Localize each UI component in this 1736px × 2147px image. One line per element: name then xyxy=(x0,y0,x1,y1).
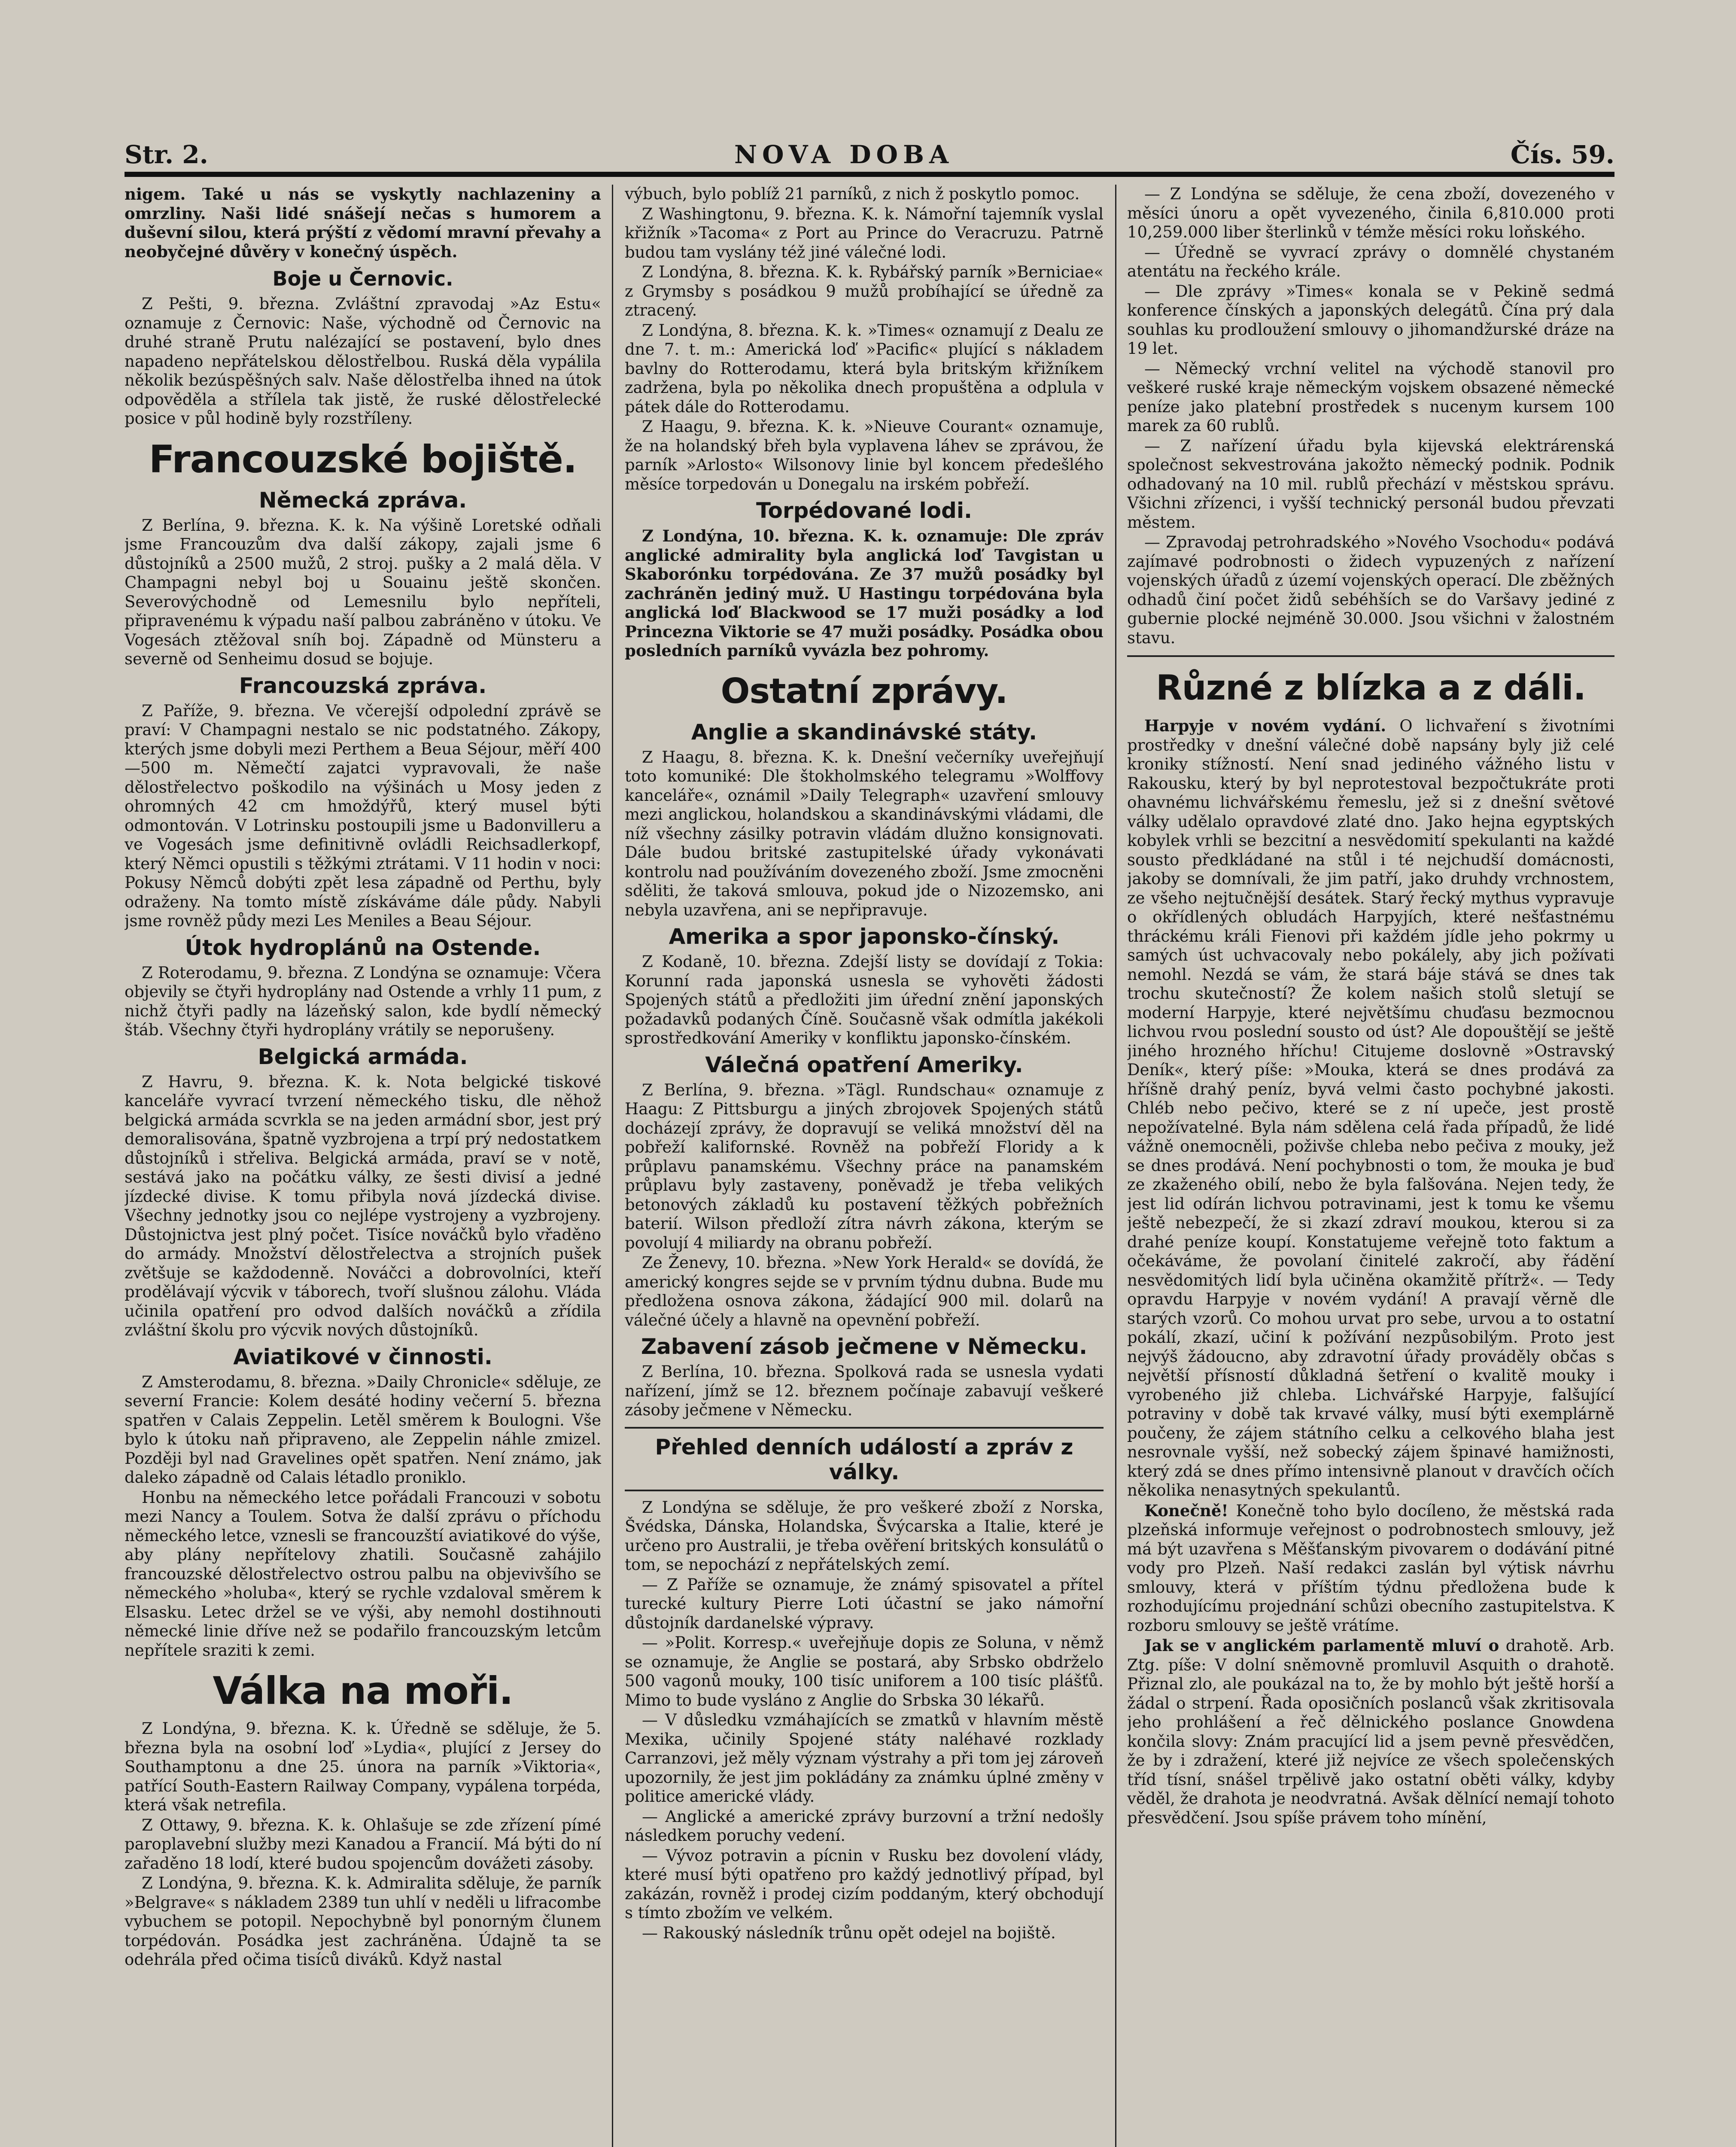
masthead: NOVA DOBA xyxy=(734,140,954,169)
section-heading: Amerika a spor japonsko-čínský. xyxy=(669,924,1060,949)
article-text: Z Paříže, 9. března. Ve včerejší odpolední zprávě se praví: V Champagni nestalo se nic podstatného. Zákopy, kterých jsme dobyli mezi Perthem a Beua Séjour, měří 400—500 m. Němečtí zajatci vypravovali, že naše dělostřelectvo poškodilo na výšinách u Mosy jeden z ohromných 42 cm hmoždýřů, který musel býti odmontován. V Lotrinsku postoupili jsme u Badonvilleru a ve Vogesách jsme definitivně ovládli Reichsadlerkopf, který Němci opustili s těžkými ztrátami. V 11 hodin v noci: Pokusy Němců dobýti zpět lesa západně od Perthu, byly odraženy. Na tomto místě získáváme dále půdy. Nabyli jsme rovněž půdy mezi Les Meniles a Beau Séjour. xyxy=(125,701,601,930)
article-text: Z Haagu, 9. března. K. k. »Nieuve Courant« oznamuje, že na holandský břeh byla vyplavena láhev se zprávou, že parník »Arlosto« Wilsonovy linie byl koncem předešlého měsíce torpedován u Donegalu na irském pobřeží. xyxy=(625,417,1104,493)
article-text: Z Pešti, 9. března. Zvláštní zpravodaj »Az Estu« oznamuje z Černovic: Naše, východně od Černovic na druhé straně Prutu nalézající se postavení, bylo dnes napadeno nepřátelskou dělostřelbou. Ruská děla vypálila několik bezúspěšných salv. Naše dělostřelba ihned na útok odpověděla a střílela tak jistě, že ruské dělostřelecké posice v půl hodině byly rozstříleny. xyxy=(125,295,601,428)
article-text: — Anglické a americké zprávy burzovní a tržní nedošly následkem poruchy vedení. xyxy=(625,1807,1104,1845)
article-text xyxy=(1127,1501,1614,1636)
main-heading: Francouzské bojiště. xyxy=(149,437,577,481)
main-heading: Různé z blízka a z dáli. xyxy=(1155,668,1586,708)
article-text: nigem. Také u nás se vyskytly nachlazeniny a omrzliny. Naši lidé snášejí nečas s humorem a duševní silou, která prýští z vědomí mravní převahy a neobyčejné důvěry v konečný úspěch. xyxy=(125,185,601,261)
article-text: Z Berlína, 9. března. K. k. Na výšině Loretské odňali jsme Francouzům dva další zákopy, zajali jsme 6 důstojníků a 2500 mužů, 2 stroj. pušky a 2 malá děla. V Champagni nebyl boj u Souainu ještě skončen. Severovýchodně od Lemesnilu bylo nepříteli, připravenému k výpadu naší palbou zabráněno v útoku. Ve Vogesách ztěžoval sníh boj. Západně od Münsteru a severně od Senheimu dosud se bojuje. xyxy=(125,516,601,668)
section-heading: Francouzská zpráva. xyxy=(239,673,487,698)
article-text: Z Roterodamu, 9. března. Z Londýna se oznamuje: Včera objevily se čtyři hydroplány nad Ostende a vrhly 11 pum, z nichž čtyři padly na lázeňský salon, kde bydlí německý štáb. Všechny čtyři hydroplány vrátily se neporušeny. xyxy=(125,963,601,1039)
article-text xyxy=(1127,1636,1614,1828)
article-text: — V důsledku vzmáhajících se zmatků v hlavním městě Mexika, učinily Spojené státy naléhavé rozklady Carranzovi, jež měly význam výstrahy a při tom jej zároveň upozornily, že jest jim pokládány za známku úplné změny v politice americké vlády. xyxy=(625,1711,1104,1806)
section-heading: Belgická armáda. xyxy=(258,1044,468,1069)
section-heading: Přehled denních událostí a zpráv z války. xyxy=(655,1434,1073,1484)
article-body: drahotě. Arb. Ztg. píše: V dolní sněmovně promluvil Asquith o drahotě. Přiznal zlo, ale poukázal na to, že by mohlo být ještě horší a žádal o strpení. Řada oposičních poslanců však zkritisovala jeho prohlášení a řeč dělnického poslance Gnowdena končila slovy: Znám pracující lid a jsem pevně přesvědčen, že by i zdražení, které již nejvíce ze všech společenských tříd tísní, snášel trpělivě jako ostatní oběti války, kdyby věděl, že drahota je neodvratná. Avšak dělnící nemají tohoto přesvědčení. Jsou spíše právem toho mínění, xyxy=(1127,1636,1614,1827)
section-heading: Útok hydroplánů na Ostende. xyxy=(185,935,541,960)
article-text: Ze Ženevy, 10. března. »New York Herald« se dovídá, že americký kongres sejde se v prvním týdnu dubna. Bude mu předložena osnova zákona, žádající 900 mil. dolarů na válečné účely a hlavně na opevnění pobřeží. xyxy=(625,1253,1104,1329)
section-heading: Německá zpráva. xyxy=(258,487,467,513)
main-heading: Válka na moři. xyxy=(213,1669,513,1713)
article-text: Z Berlína, 9. března. »Tägl. Rundschau« oznamuje z Haagu: Z Pittsburgu a jiných zbrojovek Spojených států docházejí zprávy, že dopravují se veliká množství děl na pobřeží kalifornské. Rovněž na pobřeží Floridy a k průplavu panamskému. Všechny práce na panamském průplavu byly zastaveny, poněvadž je třeba velikých betonových základů ku postavení těžkých pobřežních baterií. Wilson předloží zítra návrh zákona, kterým se povolují 4 miliardy na obranu pobřeží. xyxy=(625,1080,1104,1252)
article-text: Z Ottawy, 9. března. K. k. Ohlašuje se zde zřízení pímé paroplavební služby mezi Kanadou a Francií. Má býti do ní zařaděno 18 lodí, které budou spojencům dovážeti zásoby. xyxy=(125,1816,601,1873)
article-body: O lichvaření s životními prostředky v dnešní válečné době napsány byly již celé kroniky stížností. Není snad jediného vážného listu v Rakousku, který by byl neprotestoval bezpočtukráte proti ohavnému lichvářskému řemeslu, jež si z dnešní světové války udělalo opravdové zlaté dno. Jako hejna egyptských kobylek vrhli se bezcitní a nesvědomití spekulanti na každé sousto předkládané na stůl i té nejchudší domácnosti, jakoby se domnívali, že jim patří, jako druhdy vrchnostem, ze všeho nejtučnější desátek. Starý řecký mythus vypravuje o okřídlených obludách Harpyjích, které nešťastnému thráckému králi Fienovi při každém jídle jeho pokrmy u samých úst uchvacovaly nebo pokálely, aby jich požívati nemohl. Nezdá se vám, že stará báje stává se dnes tak trochu skutečností? Že kolem našich stolů sletují se moderní Harpyje, které největšímu chuďasu bezmocnou lichvou rvou poslední sousto od úst? Ale dopouštějí se ještě jiného hrozného hříchu! Citujeme doslovně »Ostravský Deník«, který píše: »Mouka, která se dnes prodává za hříšně drahý peníz, byvá velmi často pochybné jakosti. Chléb nebo pečivo, které se z ní upeče, jest prostě nepožívatelné. Byla nám sdělena celá řada případů, že lidé vážně onemocněli, poživše chleba nebo pečiva z mouky, jež se dnes prodává. Není pochybnosti o tom, že mouka je buď ze zkaženého obilí, nebo že byla falšována. Nejen tedy, že jest lid odírán lichvou potravinami, jest k tomu ke všemu ještě nebezpečí, že si zkazí zdraví moukou, kterou si za drahé peníze koupí. Konstatujeme veřejně toto faktum a očekáváme, že povolaní činitelé zakročí, aby řádění nesvědomitých lidí byla učiněna okamžitě přítrž«. — Tedy opravdu Harpyje v novém vydání! A pravají věrně dle starých vzorů. Co mohou urvat pro sebe, urvou a to ostatní pokálí, zkazí, učiní k požívání nezpůsobilým. Proto jest nejvýš žádoucno, aby zdravotní úřady prováděly občas s největší přísností důkladná šetření o kvalitě mouky i vyrobeného již chleba. Lichvářské Harpyje, falšující potraviny v době tak krvavé války, musí býti exemplárně poučeny, že zájem státního celku a celkového blaha jest nesrovnale vyšší, než sobecký zájem špinavé hamižnosti, který zdá se dnes přímo intensivně planout v dravčích očích několika nenasytných spekulantů. xyxy=(1127,717,1614,1499)
article-text: výbuch, bylo poblíž 21 parníků, z nich ž poskytlo pomoc. xyxy=(625,185,1080,203)
article-text: — »Polit. Korresp.« uveřejňuje dopis ze Soluna, v němž se oznamuje, že Anglie se postará, aby Srbsko obdrželo 500 vagonů mouky, 100 tisíc uniforem a 100 tisíc plášťů. Mimo to bude vysláno z Anglie do Srbska 30 lékařů. xyxy=(625,1633,1104,1709)
issue-number: Čís. 59. xyxy=(1510,140,1614,169)
article-text: Z Haagu, 8. března. K. k. Dnešní večerníky uveřejňují toto komuniké: Dle štokholmského telegramu »Wolffovy kanceláře«, oznámil »Daily Telegraph« uzavření smlouvy mezi anglickou, holandskou a skandinávskými vládami, dle níž všechny zásilky potravin vládám dlužno konsignovati. Dále budou britské zastupitelské úřady vykonávati kontrolu nad používáním dovezeného zboží. Jsme zmocněni sděliti, že taková smlouva, pokud jde o Nizozemsko, ani nebyla uzavřena, ani se nepřipravuje. xyxy=(625,748,1104,919)
page-number: Str. 2. xyxy=(125,140,208,169)
section-heading: Zabavení zásob ječmene v Německu. xyxy=(641,1334,1088,1359)
article-lead: Konečně! xyxy=(1144,1501,1228,1520)
article-text: Z Amsterodamu, 8. března. »Daily Chronicle« sděluje, ze severní Francie: Kolem desáté hodiny večerní 5. března spatřen v Calais Zeppelin. Letěl směrem k Boulogni. Vše bylo k útoku naň připraveno, ale Zeppelin náhle zmizel. Později byl nad Gravelines opět spatřen. Není známo, jak daleko západně od Calais létadlo proniklo. xyxy=(125,1372,601,1487)
article-text: — Z Paříže se oznamuje, že známý spisovatel a přítel turecké kultury Pierre Loti účastní se jako námořní důstojník dardanelské výpravy. xyxy=(625,1575,1104,1632)
article-text: — Úředně se vyvrací zprávy o domnělé chystaném atentátu na řeckého krále. xyxy=(1127,243,1614,280)
article-text: Z Kodaně, 10. března. Zdejší listy se dovídají z Tokia: Korunní rada japonská usnesla se vyhověti žádosti Spojených států a předložiti jim úřední znění japonských požadavků podaných Číně. Současně však odmítla jakékoli sprostředkování Ameriky v konfliktu japonsko-čínském. xyxy=(625,952,1104,1047)
article-text: Honbu na německého letce pořádali Francouzi v sobotu mezi Nancy a Toulem. Sotva že další zprávu o příchodu německého letce, vznesli se francouzští aviatikové do výše, aby plány nepřítelovy zhatili. Současně zahájilo francouzské dělostřelectvo ostrou palbu na objevivšího se německého »holuba«, který se rychle vzdaloval směrem k Elsasku. Letec držel se ve výši, aby nemohl dostihnouti německé linie dříve než se podařilo francouzským letcům nepřítele sraziti k zemi. xyxy=(125,1488,601,1660)
article-text: Z Londýna, 9. března. K. k. Admiralita sděluje, že parník »Belgrave« s nákladem 2389 tun uhlí v neděli u lifracombe vybuchem se potopil. Nepochybně byl ponorným člunem torpédován. Posádka jest zachráněna. Údajně ta se odehrála před očima tisíců diváků. Když nastal xyxy=(125,1874,601,1969)
column-rule xyxy=(612,185,613,2147)
section-heading: Torpédované lodi. xyxy=(756,498,972,523)
article-text: Z Londýna, 9. března. K. k. Úředně se sděluje, že 5. března byla na osobní loď »Lydia«, plující z Jersey do Southamptonu a dne 25. února na parník »Viktoria«, patřící South-Eastern Railway Company, vypálena torpéda, která však netrefila. xyxy=(125,1719,601,1814)
section-heading: Válečná opatření Ameriky. xyxy=(705,1052,1023,1077)
article-text: — Vývoz potravin a pícnin v Rusku bez dovolení vlády, které musí býti opatřeno pro každý jednotlivý případ, byl zakázán, rovněž i prodej cizím poddaným, který obchodují s tímto zbožím ve velkém. xyxy=(625,1846,1104,1922)
section-heading: Anglie a skandinávské státy. xyxy=(691,719,1037,745)
article-lead: Harpyje v novém vydání. xyxy=(1144,716,1386,735)
article-text: — Rakouský následník trůnu opět odejel na bojiště. xyxy=(642,1923,1056,1942)
column-1 xyxy=(125,185,601,2147)
column-rule xyxy=(1115,185,1116,2147)
page-header xyxy=(125,142,1614,177)
article-text: — Z Londýna se sděluje, že cena zboží, dovezeného v měsíci únoru a opět vyvezeného, činila 6,810.000 proti 10,259.000 liber šterlinků v témže měsíci roku loňského. xyxy=(1127,185,1614,241)
article-text: — Z nařízení úřadu byla kijevská elektrárenská společnost sekvestrována jakožto německý podnik. Podnik odhadovaný na 10 mil. rublů přechází v městskou správu. Všichni zřízenci, i vyšší technický personál budou převzati městem. xyxy=(1127,436,1614,532)
article-text xyxy=(1127,716,1614,1500)
column-3 xyxy=(1127,185,1614,2147)
section-heading: Aviatikové v činnosti. xyxy=(233,1344,493,1369)
column-2 xyxy=(625,185,1104,2147)
section-box xyxy=(625,1427,1104,1491)
article-text: Z Londýna se sděluje, že pro veškeré zboží z Norska, Švédska, Dánska, Holandska, Švýcarska a Italie, které je určeno pro Australii, je třeba ověření britských konsulátů o tom, se nepochází z nepřátelských zemí. xyxy=(625,1498,1104,1574)
article-lead: Jak se v anglickém parlamentě mluví o xyxy=(1144,1636,1499,1655)
article-body: Konečně toho bylo docíleno, že městská rada plzeňská informuje veřejnost o podrobnostech smlouvy, jež má být uzavřena s Měšťanským pivovarem o dodávání pitné vody pro Plzeň. Naší redakci zaslán byl výtisk návrhu smlouvy, která v příštím týdnu předložena bude k rozhodujícímu projednání schůzi obecního zastupitelstva. K rozboru smlouvy se ještě vrátíme. xyxy=(1127,1501,1614,1635)
article-text: Z Londýna, 8. března. K. k. »Times« oznamují z Dealu ze dne 7. t. m.: Americká loď »Pacific« plující s nákladem bavlny do Rotterodamu, která byla britským křižníkem zadržena, byla po několika dnech propuštěna a odplula v pátek dále do Rotterodamu. xyxy=(625,321,1104,416)
divider xyxy=(1127,655,1614,657)
article-text: — Dle zprávy »Times« konala se v Pekině sedmá konference čínských a japonských delegátů. Čína prý dala souhlas ku prodloužení smlouvy o jihomandžurské dráze na 19 let. xyxy=(1127,282,1614,358)
article-text: — Německý vrchní velitel na východě stanovil pro veškeré ruské kraje německým vojskem obsazené německé peníze jako platební prostředek s nucenym kursem 100 marek za 60 rublů. xyxy=(1127,359,1614,435)
article-text: Z Berlína, 10. března. Spolková rada se usnesla vydati nařízení, jímž se 12. březnem počínaje zabavují veškeré zásoby ječmene v Německu. xyxy=(625,1362,1104,1419)
article-text: Z Havru, 9. března. K. k. Nota belgické tiskové kanceláře vyvrací tvrzení německého tisku, dle něhož belgická armáda scvrkla se na jeden armádní sbor, jest prý demoralisována, špatně vyzbrojena a trpí prý nedostatkem důstojníků i střeliva. Belgická armáda, praví se v notě, sestává jako na počátku války, ze šesti divisí a jedné jízdecké divise. K tomu přibyla nová jízdecká divise. Všechny jednotky jsou co nejlépe vystrojeny a vyzbrojeny. Důstojnictva jest plný počet. Tisíce nováčků bylo vřaděno do armády. Množství dělostřelectva a strojních pušek zvětšuje se každodenně. Nováčci a dobrovolníci, kteří prodělávají výcvik v táborech, tvoří slušnou zálohu. Vláda učinila opatření pro odvod dalších nováčků a zřídila zvláštní školu pro výcvik nových důstojníků. xyxy=(125,1072,601,1339)
article-text: Z Washingtonu, 9. března. K. k. Námořní tajemník vyslal křižník »Tacoma« z Port au Prince do Veracruzu. Patrně budou tam vyslány též jiné válečné lodi. xyxy=(625,204,1104,262)
section-heading: Boje u Černovic. xyxy=(272,267,453,290)
article-text: — Zpravodaj petrohradského »Nového Vsochodu« podává zajímavé podrobnosti o židech vypuzených z nařízení vojenských úřadů z území vojenských operací. Dle zběžných odhadů činí počet židů sebéhších se do Varšavy jediné z gubernie plocké nejméně 30.000. Jsou všichni v žalostném stavu. xyxy=(1127,533,1614,647)
main-heading: Ostatní zprávy. xyxy=(721,671,1008,711)
article-text: Z Londýna, 10. března. K. k. oznamuje: Dle zpráv anglické admirality byla anglická loď Tavgistan u Skaborónku torpédována. Ze 37 mužů posádky byl zachráněn jediný muž. U Hastingu torpédována byla anglická loď Blackwood se 17 muži posádky a loď Princezna Viktorie se 47 muži posádky. Posádka obou posledních parníků vyvázla bez pohromy. xyxy=(625,526,1104,660)
article-text: Z Londýna, 8. března. K. k. Rybářský parník »Berniciae« z Grymsby s posádkou 9 mužů probíhající se úředně za ztracený. xyxy=(625,263,1104,319)
